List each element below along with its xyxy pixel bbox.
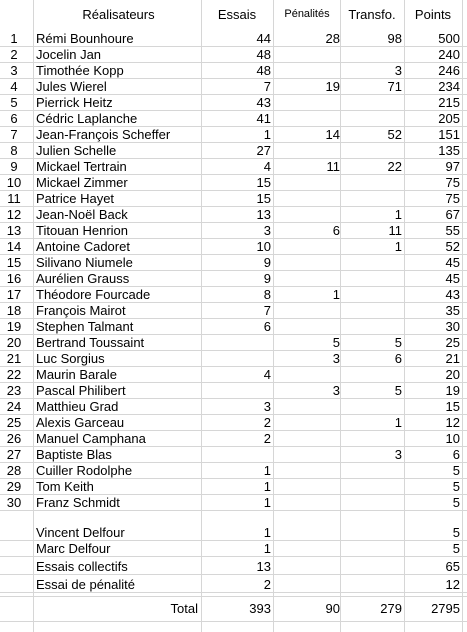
row-penalites (276, 207, 340, 222)
row-points: 75 (445, 175, 460, 190)
row-transfo (342, 111, 402, 126)
row-name: Pierrick Heitz (36, 95, 113, 110)
row-points: 5 (452, 495, 460, 510)
row-penalites (276, 319, 340, 334)
row-penalites (276, 541, 340, 556)
row-transfo (342, 577, 402, 592)
table-row (0, 319, 467, 335)
row-number: 4 (10, 79, 18, 94)
row-name: Stephen Talmant (36, 319, 134, 334)
row-penalites (276, 447, 340, 462)
row-number: 29 (6, 479, 22, 494)
row-transfo (342, 541, 402, 556)
row-name: Franz Schmidt (36, 495, 120, 510)
row-transfo: 3 (394, 63, 402, 78)
table-row (0, 239, 467, 255)
row-points: 12 (445, 577, 460, 592)
row-essais (203, 383, 271, 398)
row-penalites (276, 95, 340, 110)
row-transfo: 5 (394, 335, 402, 350)
row-essais: 13 (256, 559, 271, 574)
row-essais: 1 (263, 463, 271, 478)
row-number: 24 (6, 399, 22, 414)
row-penalites (276, 47, 340, 62)
row-penalites (276, 143, 340, 158)
row-penalites: 1 (332, 287, 340, 302)
row-penalites: 11 (326, 159, 340, 174)
table-row (0, 63, 467, 79)
table-row (0, 207, 467, 223)
row-essais: 15 (256, 191, 271, 206)
row-transfo (342, 463, 402, 478)
row-penalites (276, 271, 340, 286)
total-row (0, 596, 467, 622)
row-essais: 3 (263, 399, 271, 414)
row-transfo (342, 271, 402, 286)
row-penalites (276, 191, 340, 206)
row-points: 151 (438, 127, 460, 142)
row-number: 14 (6, 239, 22, 254)
row-transfo: 11 (388, 223, 402, 238)
row-essais: 44 (256, 31, 271, 46)
row-name: Cédric Laplanche (36, 111, 138, 126)
row-number: 25 (6, 415, 22, 430)
row-transfo (342, 303, 402, 318)
table-row (0, 255, 467, 271)
row-penalites (276, 415, 340, 430)
row-transfo: 52 (387, 127, 402, 142)
row-points: 246 (438, 63, 460, 78)
row-name: Timothée Kopp (36, 63, 124, 78)
row-points: 5 (452, 463, 460, 478)
row-number: 3 (10, 63, 18, 78)
row-number: 27 (6, 447, 22, 462)
row-transfo: 5 (394, 383, 402, 398)
row-points: 67 (445, 207, 460, 222)
table-row (0, 95, 467, 111)
row-points: 6 (452, 447, 460, 462)
total-essais: 393 (249, 601, 271, 616)
row-essais: 41 (256, 111, 271, 126)
row-points: 205 (438, 111, 460, 126)
row-name: Tom Keith (36, 479, 94, 494)
row-penalites: 14 (325, 127, 340, 142)
row-points: 52 (445, 239, 460, 254)
row-penalites (276, 111, 340, 126)
row-number: 6 (10, 111, 18, 126)
row-penalites (276, 303, 340, 318)
row-essais: 4 (263, 159, 271, 174)
table-row (0, 191, 467, 207)
row-essais (203, 447, 271, 462)
row-penalites: 3 (332, 351, 340, 366)
row-transfo (342, 143, 402, 158)
row-essais: 7 (263, 303, 271, 318)
row-transfo (342, 525, 402, 540)
row-points: 240 (438, 47, 460, 62)
row-number: 19 (6, 319, 22, 334)
row-transfo (342, 319, 402, 334)
row-essais: 2 (263, 577, 271, 592)
row-number: 21 (6, 351, 22, 366)
row-name: Alexis Garceau (36, 415, 125, 430)
row-penalites (276, 525, 340, 540)
row-transfo: 98 (387, 31, 402, 46)
row-name: Jean-François Scheffer (36, 127, 171, 142)
row-transfo: 22 (387, 159, 402, 174)
row-essais: 3 (263, 223, 271, 238)
row-name: Théodore Fourcade (36, 287, 151, 302)
row-penalites: 19 (325, 79, 340, 94)
table-row (0, 479, 467, 495)
row-name: Silivano Niumele (36, 255, 133, 270)
row-number: 15 (6, 255, 22, 270)
row-essais: 2 (263, 431, 271, 446)
table-row (0, 495, 467, 511)
row-points: 215 (438, 95, 460, 110)
row-transfo: 6 (394, 351, 402, 366)
table-row (0, 383, 467, 399)
row-penalites: 3 (332, 383, 340, 398)
row-name: Cuiller Rodolphe (36, 463, 133, 478)
row-points: 43 (445, 287, 460, 302)
row-essais: 48 (256, 47, 271, 62)
row-points: 5 (452, 541, 460, 556)
header-points: Points (414, 6, 452, 22)
row-number: 28 (6, 463, 22, 478)
row-transfo: 1 (394, 415, 402, 430)
total-points: 2795 (431, 601, 460, 616)
row-points: 30 (445, 319, 460, 334)
row-essais: 43 (256, 95, 271, 110)
table-row (0, 415, 467, 431)
row-name: Antoine Cadoret (36, 239, 130, 254)
row-essais: 1 (263, 127, 271, 142)
row-name: Essais collectifs (36, 559, 128, 574)
row-penalites (276, 63, 340, 78)
table-row (0, 335, 467, 351)
row-essais: 1 (263, 541, 271, 556)
table-row (0, 525, 467, 541)
table-row (0, 143, 467, 159)
table-row (0, 47, 467, 63)
table-row (0, 127, 467, 143)
row-penalites (276, 479, 340, 494)
row-name: Essai de pénalité (36, 577, 136, 592)
table-row (0, 367, 467, 383)
row-penalites (276, 431, 340, 446)
table-row (0, 223, 467, 239)
row-name: Julien Schelle (36, 143, 117, 158)
row-points: 5 (452, 525, 460, 540)
row-essais (203, 335, 271, 350)
row-number: 1 (10, 31, 18, 46)
row-name: Mickael Tertrain (36, 159, 127, 174)
row-name: Luc Sorgius (36, 351, 105, 366)
header-transfo: Transfo. (348, 6, 396, 22)
row-name: François Mairot (36, 303, 126, 318)
row-penalites (276, 577, 340, 592)
row-number: 20 (6, 335, 22, 350)
row-penalites (276, 175, 340, 190)
row-name: Jean-Noël Back (36, 207, 128, 222)
row-penalites: 6 (332, 223, 340, 238)
row-transfo (342, 495, 402, 510)
table-row (0, 541, 467, 557)
row-number: 16 (6, 271, 22, 286)
row-essais: 4 (263, 367, 271, 382)
row-transfo (342, 559, 402, 574)
row-transfo (342, 479, 402, 494)
row-name: Matthieu Grad (36, 399, 119, 414)
row-transfo (342, 255, 402, 270)
row-points: 20 (445, 367, 460, 382)
row-points: 234 (438, 79, 460, 94)
row-essais: 9 (263, 271, 271, 286)
row-points: 65 (445, 559, 460, 574)
total-label: Total (170, 601, 198, 616)
row-transfo: 1 (394, 207, 402, 222)
row-transfo (342, 431, 402, 446)
row-name: Manuel Camphana (36, 431, 146, 446)
row-essais: 15 (256, 175, 271, 190)
row-number: 10 (6, 175, 22, 190)
row-points: 45 (445, 271, 460, 286)
row-number: 8 (10, 143, 18, 158)
header-penalites: Pénalités (284, 8, 330, 20)
table-row (0, 303, 467, 319)
row-name: Marc Delfour (36, 541, 111, 556)
row-transfo (342, 367, 402, 382)
table-row (0, 463, 467, 479)
row-number: 18 (6, 303, 22, 318)
row-essais: 9 (263, 255, 271, 270)
table-row (0, 577, 467, 593)
row-number: 23 (6, 383, 22, 398)
row-number: 2 (10, 47, 18, 62)
row-penalites (276, 463, 340, 478)
row-name: Baptiste Blas (36, 447, 112, 462)
row-penalites (276, 399, 340, 414)
row-penalites (276, 495, 340, 510)
row-number: 13 (6, 223, 22, 238)
row-points: 5 (452, 479, 460, 494)
row-number: 30 (6, 495, 22, 510)
row-number: 5 (10, 95, 18, 110)
table-row (0, 399, 467, 415)
row-points: 35 (445, 303, 460, 318)
row-essais (203, 351, 271, 366)
row-transfo: 71 (387, 79, 402, 94)
row-number: 7 (10, 127, 18, 142)
row-essais: 1 (263, 525, 271, 540)
row-name: Jules Wierel (36, 79, 107, 94)
row-number: 17 (6, 287, 22, 302)
row-transfo: 3 (394, 447, 402, 462)
table-row (0, 175, 467, 191)
total-penalites: 90 (325, 601, 340, 616)
row-essais: 27 (256, 143, 271, 158)
row-name: Jocelin Jan (36, 47, 102, 62)
row-essais: 7 (263, 79, 271, 94)
table-row (0, 271, 467, 287)
row-name: Aurélien Grauss (36, 271, 130, 286)
row-essais: 1 (263, 479, 271, 494)
table-row (0, 159, 467, 175)
row-points: 55 (445, 223, 460, 238)
row-penalites (276, 367, 340, 382)
row-penalites: 28 (325, 31, 340, 46)
row-essais: 13 (256, 207, 271, 222)
table-row (0, 79, 467, 95)
row-transfo (342, 399, 402, 414)
row-points: 97 (445, 159, 460, 174)
row-transfo (342, 47, 402, 62)
row-name: Maurin Barale (36, 367, 117, 382)
row-name: Rémi Bounhoure (36, 31, 134, 46)
table-row (0, 111, 467, 127)
row-essais: 2 (263, 415, 271, 430)
table-row (0, 31, 467, 47)
row-points: 12 (445, 415, 460, 430)
row-name: Patrice Hayet (36, 191, 115, 206)
table-row (0, 431, 467, 447)
row-essais: 1 (263, 495, 271, 510)
row-number: 22 (6, 367, 22, 382)
row-number: 26 (6, 431, 22, 446)
total-transfo: 279 (380, 601, 402, 616)
row-points: 21 (445, 351, 460, 366)
row-essais: 10 (256, 239, 271, 254)
row-penalites (276, 559, 340, 574)
row-transfo (342, 175, 402, 190)
row-points: 135 (438, 143, 460, 158)
table-row (0, 287, 467, 303)
row-transfo: 1 (394, 239, 402, 254)
row-transfo (342, 191, 402, 206)
row-name: Titouan Henrion (36, 223, 129, 238)
row-points: 75 (445, 191, 460, 206)
row-number: 11 (7, 191, 21, 206)
header-realisateurs: Réalisateurs (82, 6, 155, 22)
row-points: 45 (445, 255, 460, 270)
table-row (0, 447, 467, 463)
table-row (0, 559, 467, 575)
row-points: 19 (445, 383, 460, 398)
row-transfo (342, 95, 402, 110)
row-penalites (276, 239, 340, 254)
row-penalites (276, 255, 340, 270)
row-number: 9 (10, 159, 18, 174)
row-transfo (342, 287, 402, 302)
row-points: 15 (445, 399, 460, 414)
row-number: 12 (6, 207, 22, 222)
row-essais: 48 (256, 63, 271, 78)
row-points: 10 (445, 431, 460, 446)
row-points: 25 (445, 335, 460, 350)
table-row (0, 351, 467, 367)
row-name: Bertrand Toussaint (36, 335, 145, 350)
row-penalites: 5 (332, 335, 340, 350)
header-essais: Essais (217, 6, 257, 22)
row-name: Vincent Delfour (36, 525, 125, 540)
row-essais: 6 (263, 319, 271, 334)
row-points: 500 (438, 31, 460, 46)
row-name: Mickael Zimmer (36, 175, 128, 190)
row-name: Pascal Philibert (36, 383, 126, 398)
row-essais: 8 (263, 287, 271, 302)
